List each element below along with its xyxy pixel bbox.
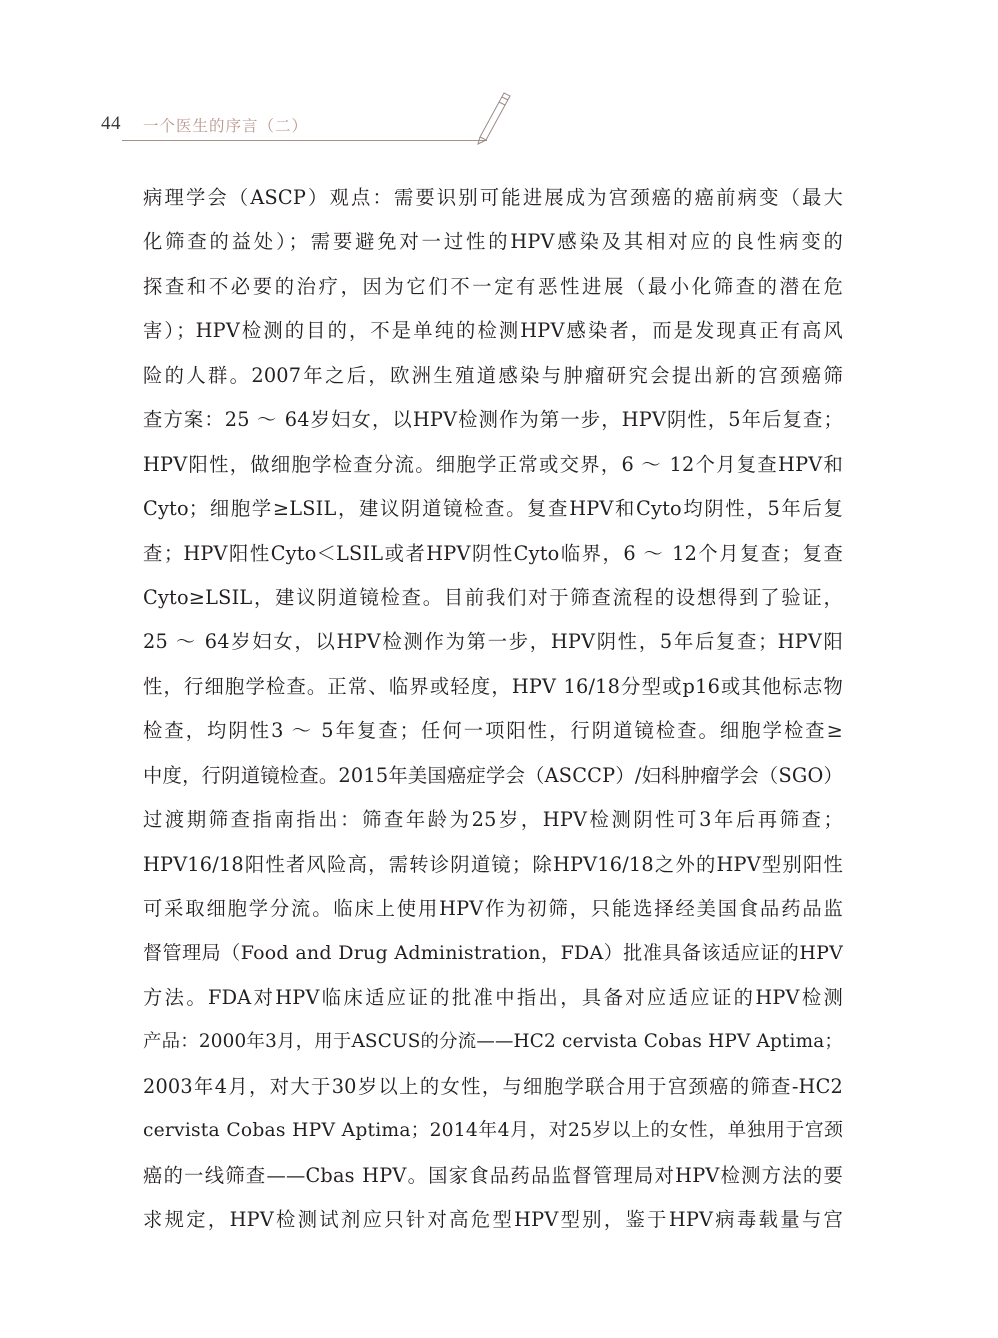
text-line: HPV16/18阳性者风险高，需转诊阴道镜；除HPV16/18之外的HPV型别阳性 (143, 852, 843, 876)
page-number: 44 (101, 113, 121, 134)
text-line: 查方案：25 ～ 64岁妇女，以HPV检测作为第一步，HPV阴性，5年后复查； (143, 408, 843, 432)
text-line: 查；HPV阳性Cyto＜LSIL或者HPV阴性Cyto临界，6 ～ 12个月复查；复查 (143, 541, 843, 565)
text-line: 险的人群。2007年之后，欧洲生殖道感染与肿瘤研究会提出新的宫颈癌筛 (143, 363, 843, 387)
header-rule (122, 140, 487, 141)
page-header (0, 0, 998, 150)
text-line: 性，行细胞学检查。正常、临界或轻度，HPV 16/18分型或p16或其他标志物 (143, 674, 843, 698)
body-text (143, 176, 843, 1243)
text-line: 可采取细胞学分流。临床上使用HPV作为初筛，只能选择经美国食品药品监 (143, 897, 843, 920)
text-line: Cyto；细胞学≥LSIL，建议阴道镜检查。复查HPV和Cyto均阴性，5年后复 (143, 497, 843, 521)
text-line: 督管理局（Food and Drug Administration，FDA）批准具备该适应证的HPV (143, 942, 843, 965)
text-line: Cyto≥LSIL，建议阴道镜检查。目前我们对于筛查流程的设想得到了验证， (143, 585, 843, 609)
text-line: 癌的一线筛查——Cbas HPV。国家食品药品监督管理局对HPV检测方法的要 (143, 1163, 843, 1187)
text-line: 害）；HPV检测的目的，不是单纯的检测HPV感染者，而是发现真正有高风 (143, 319, 843, 343)
text-line: 病理学会（ASCP）观点：需要识别可能进展成为宫颈癌的癌前病变（最大 (143, 186, 843, 209)
text-line: 中度，行阴道镜检查。2015年美国癌症学会（ASCCP）/妇科肿瘤学会（SGO） (143, 763, 843, 787)
text-line: 方法。FDA对HPV临床适应证的批准中指出，具备对应适应证的HPV检测 (143, 985, 843, 1009)
text-line: 25 ～ 64岁妇女，以HPV检测作为第一步，HPV阴性，5年后复查；HPV阳 (143, 630, 843, 654)
pen-icon (474, 90, 514, 146)
running-title: 一个医生的序言（二） (143, 117, 309, 135)
text-line: HPV阳性，做细胞学检查分流。细胞学正常或交界，6 ～ 12个月复查HPV和 (143, 452, 843, 476)
text-line: 探查和不必要的治疗，因为它们不一定有恶性进展（最小化筛查的潜在危 (143, 274, 843, 298)
text-line: 过渡期筛查指南指出：筛查年龄为25岁，HPV检测阴性可3年后再筛查； (143, 808, 843, 832)
text-line: 化筛查的益处）；需要避免对一过性的HPV感染及其相对应的良性病变的 (143, 230, 843, 254)
text-line: 检查，均阴性3 ～ 5年复查；任何一项阳性，行阴道镜检查。细胞学检查≥ (143, 719, 843, 743)
text-line: 产品：2000年3月，用于ASCUS的分流——HC2 cervista Cobas HPV Aptima； (143, 1031, 843, 1053)
text-line: 求规定，HPV检测试剂应只针对高危型HPV型别，鉴于HPV病毒载量与宫 (143, 1208, 843, 1232)
text-line: 2003年4月，对大于30岁以上的女性，与细胞学联合用于宫颈癌的筛查-HC2 (143, 1074, 843, 1098)
text-line: cervista Cobas HPV Aptima；2014年4月，对25岁以上的女性，单独用于宫颈 (143, 1120, 843, 1142)
